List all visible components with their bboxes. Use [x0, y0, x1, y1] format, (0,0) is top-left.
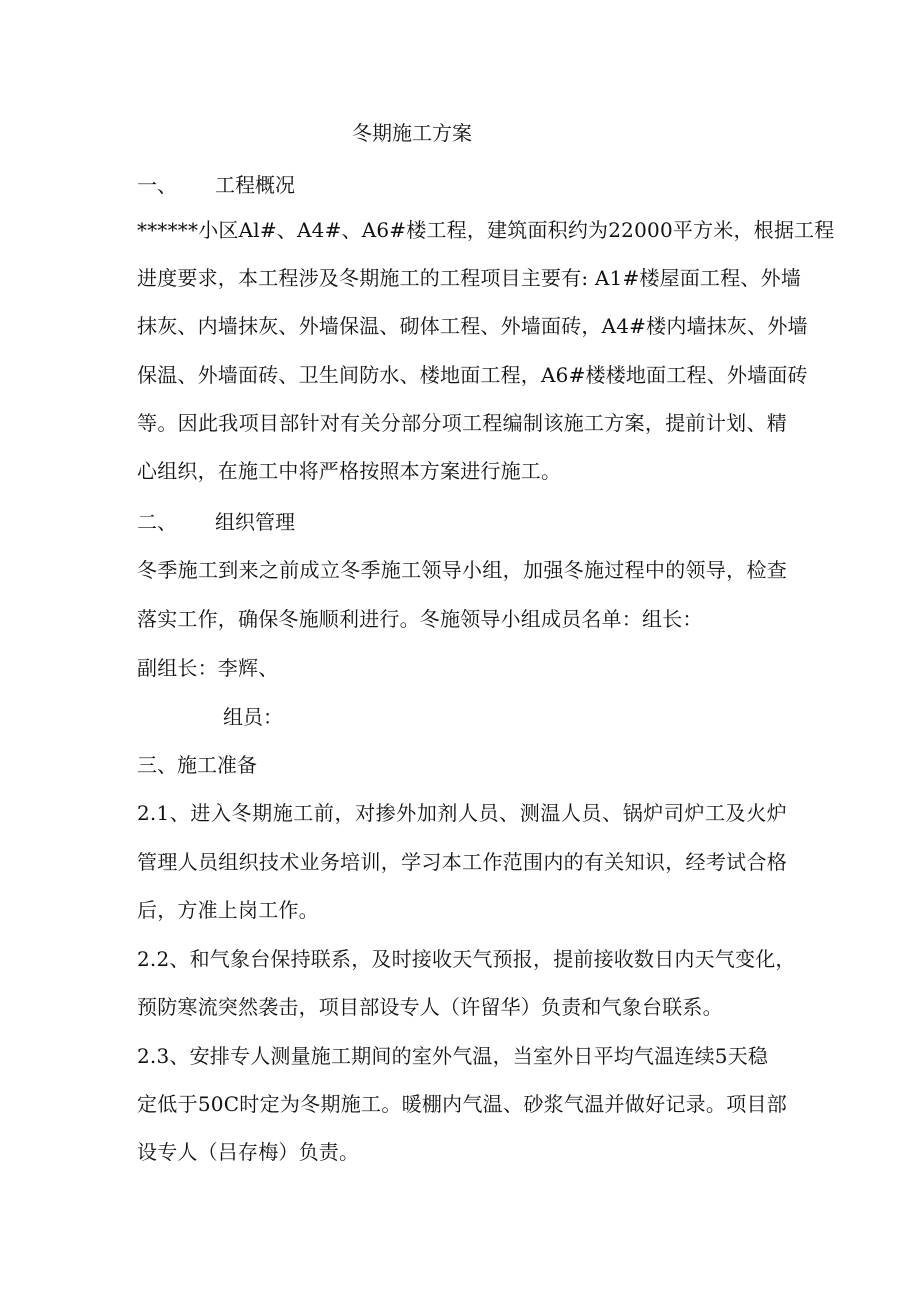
item-line: 定低于50C时定为冬期施工。暖棚内气温、砂浆气温并做好记录。项目部 [137, 1092, 787, 1116]
item-line: 预防寒流突然袭击，项目部设专人（许留华）负责和气象台联系。 [137, 995, 723, 1019]
section-title-2: 组织管理 [215, 510, 295, 534]
item-line: 2.1、进入冬期施工前，对掺外加剂人员、测温人员、锅炉司炉工及火炉 [137, 801, 787, 825]
item-line: 管理人员组织技术业务培训，学习本工作范围内的有关知识，经考试合格 [137, 850, 787, 874]
paragraph-line: 冬季施工到来之前成立冬季施工领导小组，加强冬施过程中的领导，检查 [137, 558, 787, 582]
section-title-1: 工程概况 [215, 173, 295, 197]
paragraph-line: 心组织，在施工中将严格按照本方案进行施工。 [137, 459, 562, 483]
paragraph-line: 落实工作，确保冬施顺利进行。冬施领导小组成员名单：组长： [137, 607, 703, 631]
section-heading-3: 三、施工准备 [137, 753, 257, 777]
section-heading-1 [137, 171, 295, 199]
item-line: 2.2、和气象台保持联系，及时接收天气预报，提前接收数日内天气变化， [137, 947, 796, 971]
document-title: 冬期施工方案 [352, 121, 472, 145]
item-line: 设专人（吕存梅）负责。 [137, 1140, 360, 1164]
item-line: 后，方准上岗工作。 [137, 898, 319, 922]
paragraph-line: 保温、外墙面砖、卫生间防水、楼地面工程，A6#楼楼地面工程、外墙面砖 [137, 363, 808, 387]
paragraph-line: 等。因此我项目部针对有关分部分项工程编制该施工方案，提前计划、精 [137, 411, 787, 435]
section-number-2: 二、 [137, 510, 177, 534]
deputy-leader-line: 副组长：李辉、 [137, 656, 279, 680]
item-line: 2.3、安排专人测量施工期间的室外气温，当室外日平均气温连续5天稳 [137, 1044, 769, 1068]
section-number-1: 一、 [137, 173, 177, 197]
section-heading-2 [137, 508, 295, 536]
members-line: 组员： [223, 705, 283, 729]
paragraph-line: 抹灰、内墙抹灰、外墙保温、砌体工程、外墙面砖，A4#楼内墙抹灰、外墙 [137, 314, 808, 338]
paragraph-line: ******小区Al#、A4#、A6#楼工程，建筑面积约为22000平方米，根据工程 [137, 218, 835, 242]
paragraph-line: 进度要求，本工程涉及冬期施工的工程项目主要有: A1#楼屋面工程、外墙 [137, 266, 802, 290]
